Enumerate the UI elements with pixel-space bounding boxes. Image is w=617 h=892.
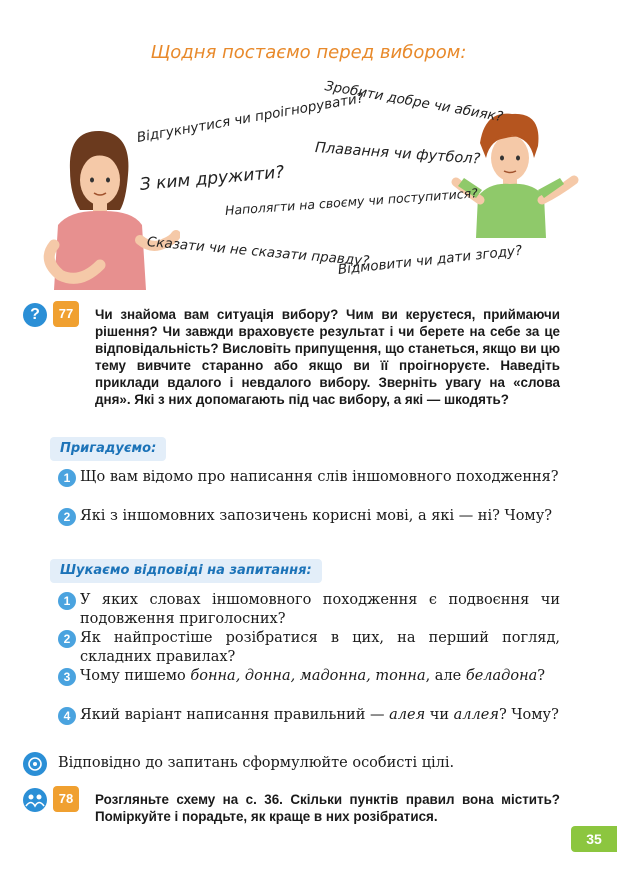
list-item	[58, 629, 560, 667]
bubble-text: Плавання чи футбол?	[314, 140, 481, 168]
item-text: Чому пишемо бонна, донна, мадонна, тонна, але беладона?	[80, 668, 546, 684]
exercise-number-badge: 77	[53, 301, 79, 327]
bubble-text: Відгукнутися чи проігнорувати?	[135, 90, 365, 146]
list-item	[58, 667, 560, 686]
list-item	[58, 507, 560, 526]
item-number: 4	[58, 707, 76, 725]
list-item	[58, 591, 560, 629]
boy-illustration	[450, 108, 585, 238]
goals-icon	[23, 752, 47, 776]
item-text: Які з іншомовних запозичень корисні мові, а які — ні? Чому?	[80, 508, 553, 524]
item-number: 2	[58, 630, 76, 648]
exercise-number-badge: 78	[53, 786, 79, 812]
search-label: Шукаємо відповіді на запитання:	[50, 559, 322, 583]
item-text: Що вам відомо про написання слів іншомовного походження?	[80, 469, 559, 485]
bubble-text: Відмовити чи дати згоду?	[337, 242, 523, 278]
page-title: Щодня постаємо перед вибором:	[150, 42, 467, 63]
bubble-text: Наполягти на своєму чи поступитися?	[224, 185, 479, 218]
bubble-text: Сказати чи не сказати правду?	[146, 234, 370, 270]
list-item	[58, 706, 560, 725]
item-text: Як найпростіше розібратися в цих, на перший погляд, складних правилах?	[80, 630, 560, 665]
item-number: 2	[58, 508, 76, 526]
item-number: 1	[58, 592, 76, 610]
girl-illustration	[40, 125, 180, 290]
item-number: 3	[58, 668, 76, 686]
bubble-text: Зробити добре чи абияк?	[323, 78, 505, 126]
group-work-icon	[23, 788, 47, 812]
recall-label: Пригадуємо:	[50, 437, 166, 461]
exercise-77-text: Чи знайома вам ситуація вибору? Чим ви керуєтеся, приймаючи рішення? Чи завжди враховуєте результат і чи берете на себе за це відповідальність? Висловіть припущення, що станеться, якщо ви цю тему вивчите старанно або якщо ви її проігноруєте. Наведіть приклади вдалого і невдалого вибору. Зверніть увагу на «слова дня». Які з них допомагають під час вибору, а які — шкодять?	[95, 307, 560, 407]
question-icon: ?	[23, 303, 47, 327]
bubble-text: З ким дружити?	[139, 162, 286, 195]
goals-text: Відповідно до запитань сформулюйте особисті цілі.	[58, 755, 455, 771]
item-number: 1	[58, 469, 76, 487]
exercise-78-text: Розгляньте схему на с. 36. Скільки пунктів правил вона містить? Поміркуйте і порадьте, як краще в них розібратися.	[95, 792, 560, 824]
list-item	[58, 468, 560, 487]
page-number: 35	[571, 826, 617, 852]
item-text: У яких словах іншомовного походження є подвоєння чи подовження приголосних?	[80, 592, 560, 627]
item-text: Який варіант написання правильний — алея чи аллея? Чому?	[80, 707, 559, 723]
